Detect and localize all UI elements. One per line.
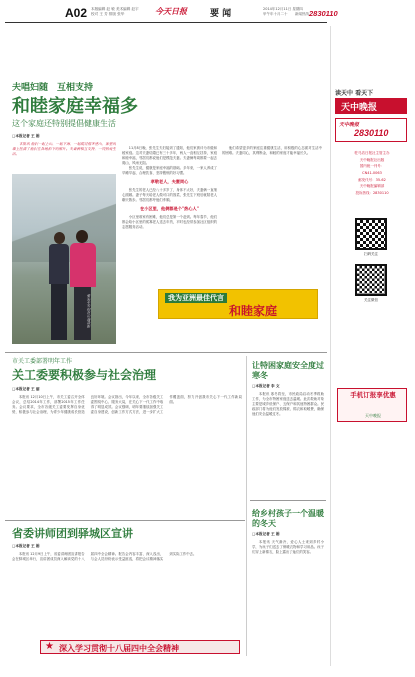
brand-logo: 今天日报 xyxy=(155,6,187,16)
lead-subhead-2: 在小区里，他俩都是个"热心人" xyxy=(140,205,199,211)
sidebar-contacts xyxy=(335,150,409,196)
date-line-1: 2014年12月11日 星期四 xyxy=(263,7,303,11)
banner-line-2: 和睦家庭 xyxy=(229,304,278,318)
feature-banner xyxy=(158,289,318,319)
lead-subhead-1: 孝敬老人，夫妻同心 xyxy=(150,178,189,184)
article4-byline: □本报记者 王 娟 xyxy=(252,532,280,536)
sidebar-logo-sub: 天中晚报 xyxy=(339,122,360,128)
footer-star-icon: ★ xyxy=(45,641,54,652)
article5-body-text: 本报讯 12月9日上午，省委讲师团宣讲报告会在驿城区举行，宣讲团成员深入解读党的十八届四中全会精神。报告会内容丰富、深入浅出，与会人员纷纷表示受益匪浅，将把会议精神落实到实际工作中去。 xyxy=(12,552,197,561)
qr-2-label: 关注微信 xyxy=(364,298,378,302)
page-number: A02 xyxy=(65,6,88,20)
lead-body-col1 xyxy=(122,146,217,296)
date-line-2: 甲午年十月二十 xyxy=(263,12,288,16)
lead-headline: 和睦家庭幸福多 xyxy=(12,96,138,117)
qr-code-1[interactable] xyxy=(355,218,387,250)
hotline-label: 新闻热线 xyxy=(295,12,309,16)
section-title: 要 闻 xyxy=(210,9,232,19)
lead-article xyxy=(8,76,326,338)
page-header xyxy=(5,3,410,21)
edition-info-2: 校对 王 芳 排版 张华 xyxy=(91,12,125,16)
sidebar-slogan: 读天中 看天下 xyxy=(335,90,374,97)
article3-byline: □本报记者 李 文 xyxy=(252,384,280,388)
contact-line: 国内统一刊号： xyxy=(359,164,385,169)
lead-byline: □本报记者 王 娟 xyxy=(12,134,40,138)
article5-byline: □本报记者 王 娟 xyxy=(12,544,40,548)
footer-banner xyxy=(40,640,240,654)
lead-body-2: 张先生说，健康是家庭幸福的基础。多年来，一家人养成了早睡早起、合理饮食、坚持锻炼的好习惯。 xyxy=(122,165,217,175)
sidebar-promo[interactable] xyxy=(337,388,407,422)
promo-text: 手机订报享优惠 xyxy=(350,391,396,399)
contact-line: 驻马店日报社主管主办 xyxy=(354,151,390,155)
hotline-number: 2830110 xyxy=(309,9,338,18)
contact-line: 天中晚报编辑部 xyxy=(359,184,385,189)
lead-body-right: 他们希望更多的家庭注重健康生活，用积极的心态面对生活中的困难。夫妻同心，其利断金，和睦的家庭才能幸福长久。 xyxy=(222,146,322,155)
lead-photo xyxy=(12,174,116,344)
lead-body-3: 张先生的老人已经八十多岁了，身体不太好，夫妻俩一直细心照顾。妻子每天给老人做可口的饭菜，张先生下班后就陪老人聊天散步。邻居们都夸他们孝顺。 xyxy=(122,187,217,202)
article4-headline: 给乡村孩子一个温暖的冬天 xyxy=(252,508,324,529)
article2-byline: □本报记者 王 丽 xyxy=(12,387,40,391)
qr-1-label: 扫码关注 xyxy=(364,252,378,256)
article-lecture-group xyxy=(8,526,243,636)
sidebar-brand-name: 天中晚报 xyxy=(341,103,378,113)
sidebar-logo-hotline: 2830110 xyxy=(354,128,389,138)
lead-subhead: 这个家庭还特别提倡健康生活 xyxy=(12,119,116,128)
article4-body-text: 本报讯 天气渐冷，爱心人士来到乡村小学，为孩子们送去了保暖衣物和学习用品。孩子们穿上新棉衣，脸上露出了灿烂的笑容。 xyxy=(252,540,324,554)
contact-line: 投诉热线：2830110 xyxy=(355,190,389,195)
qr-code-2[interactable] xyxy=(355,264,387,296)
article4-body xyxy=(252,540,324,650)
article-committee xyxy=(8,358,243,518)
article3-body-text: 本报讯 寒冬将至，市民政局启动冬季救助工作，为全市特困家庭送去温暖。此次救助对象主要是城乡低保户、五保户和其他特困群众。民政部门将为他们发放棉被、棉衣和取暖费，确保他们安全温暖过冬。 xyxy=(252,392,324,416)
footer-banner-text: 深入学习贯彻十八届四中全会精神 xyxy=(59,644,179,653)
lead-intro xyxy=(12,142,116,172)
sidebar xyxy=(333,88,413,668)
sidebar-logo-box xyxy=(335,118,407,142)
contact-line: 邮发代号：35-62 xyxy=(358,177,386,182)
article2-body xyxy=(12,395,242,505)
article-poor-families xyxy=(250,360,326,500)
contact-line: CN41-0063 xyxy=(362,170,382,175)
sidebar-brand-box xyxy=(335,98,407,114)
banner-line-1: 我为亚洲最佳代言 xyxy=(165,293,227,303)
article3-body xyxy=(252,392,324,492)
lead-photo-caption: 张先生夫妇在山顶合影 xyxy=(86,294,90,328)
edition-info-1: 本版编辑 赵 敏 美术编辑 赵宇 xyxy=(91,7,139,11)
lead-body-4: 小区里谁家有困难，他们总是第一个赶到。每年春节，他们都会给小区里的孤寡老人送去年货，平时也经常参加社区组织的志愿服务活动。 xyxy=(122,214,217,229)
article3-headline: 让特困家庭安全度过寒冬 xyxy=(252,360,324,381)
article2-body-text: 本报讯 12月10日上午，市关工委召开全体会议，总结2014年工作，部署2015年工作任务。会议要求，全市各级关工委要发挥自身优势，积极参与社会治理，为青少年健康成长营造良好环境。会议指出，今年以来，全市各级关工委围绕中心、服务大局，在关心下一代工作中取得了明显成效。会议强调，明年要继续加强关工委自身建设，创新工作方式方法，进一步扩大工作覆盖面，努力开创我市关心下一代工作新局面。 xyxy=(12,395,242,414)
lead-body-col2 xyxy=(222,146,322,296)
article-village-children xyxy=(250,504,326,654)
article5-body xyxy=(12,552,242,632)
lead-kicker: 夫唱妇随 互相支持 xyxy=(12,83,94,93)
article2-headline: 关工委要积极参与社会治理 xyxy=(12,368,157,382)
promo-sub: 天中晚报 xyxy=(365,413,381,418)
lead-intro-text: 本报讯 他们一起上山、一起下海，一起爬过很多座山，家里的墙上挂满了他们在各地拍下的照片。夫妻俩相互支持，一同热爱生活。 xyxy=(12,142,116,157)
article2-kicker: 市关工委部署明年工作 xyxy=(12,358,73,365)
lead-body-1: 11月8日晚，张先生夫妇接到了通知，他们家被评为市级和睦家庭。这对夫妻结婚已有三十多年，两人一直相互扶持，家庭和睦幸福，邻居们都说他们是模范夫妻。夫妻俩每周都要一起去爬山，风雨无阻。 xyxy=(122,146,217,165)
article5-headline: 省委讲师团到驿城区宣讲 xyxy=(12,527,133,540)
contact-line: 天中晚报社出版 xyxy=(359,157,385,162)
